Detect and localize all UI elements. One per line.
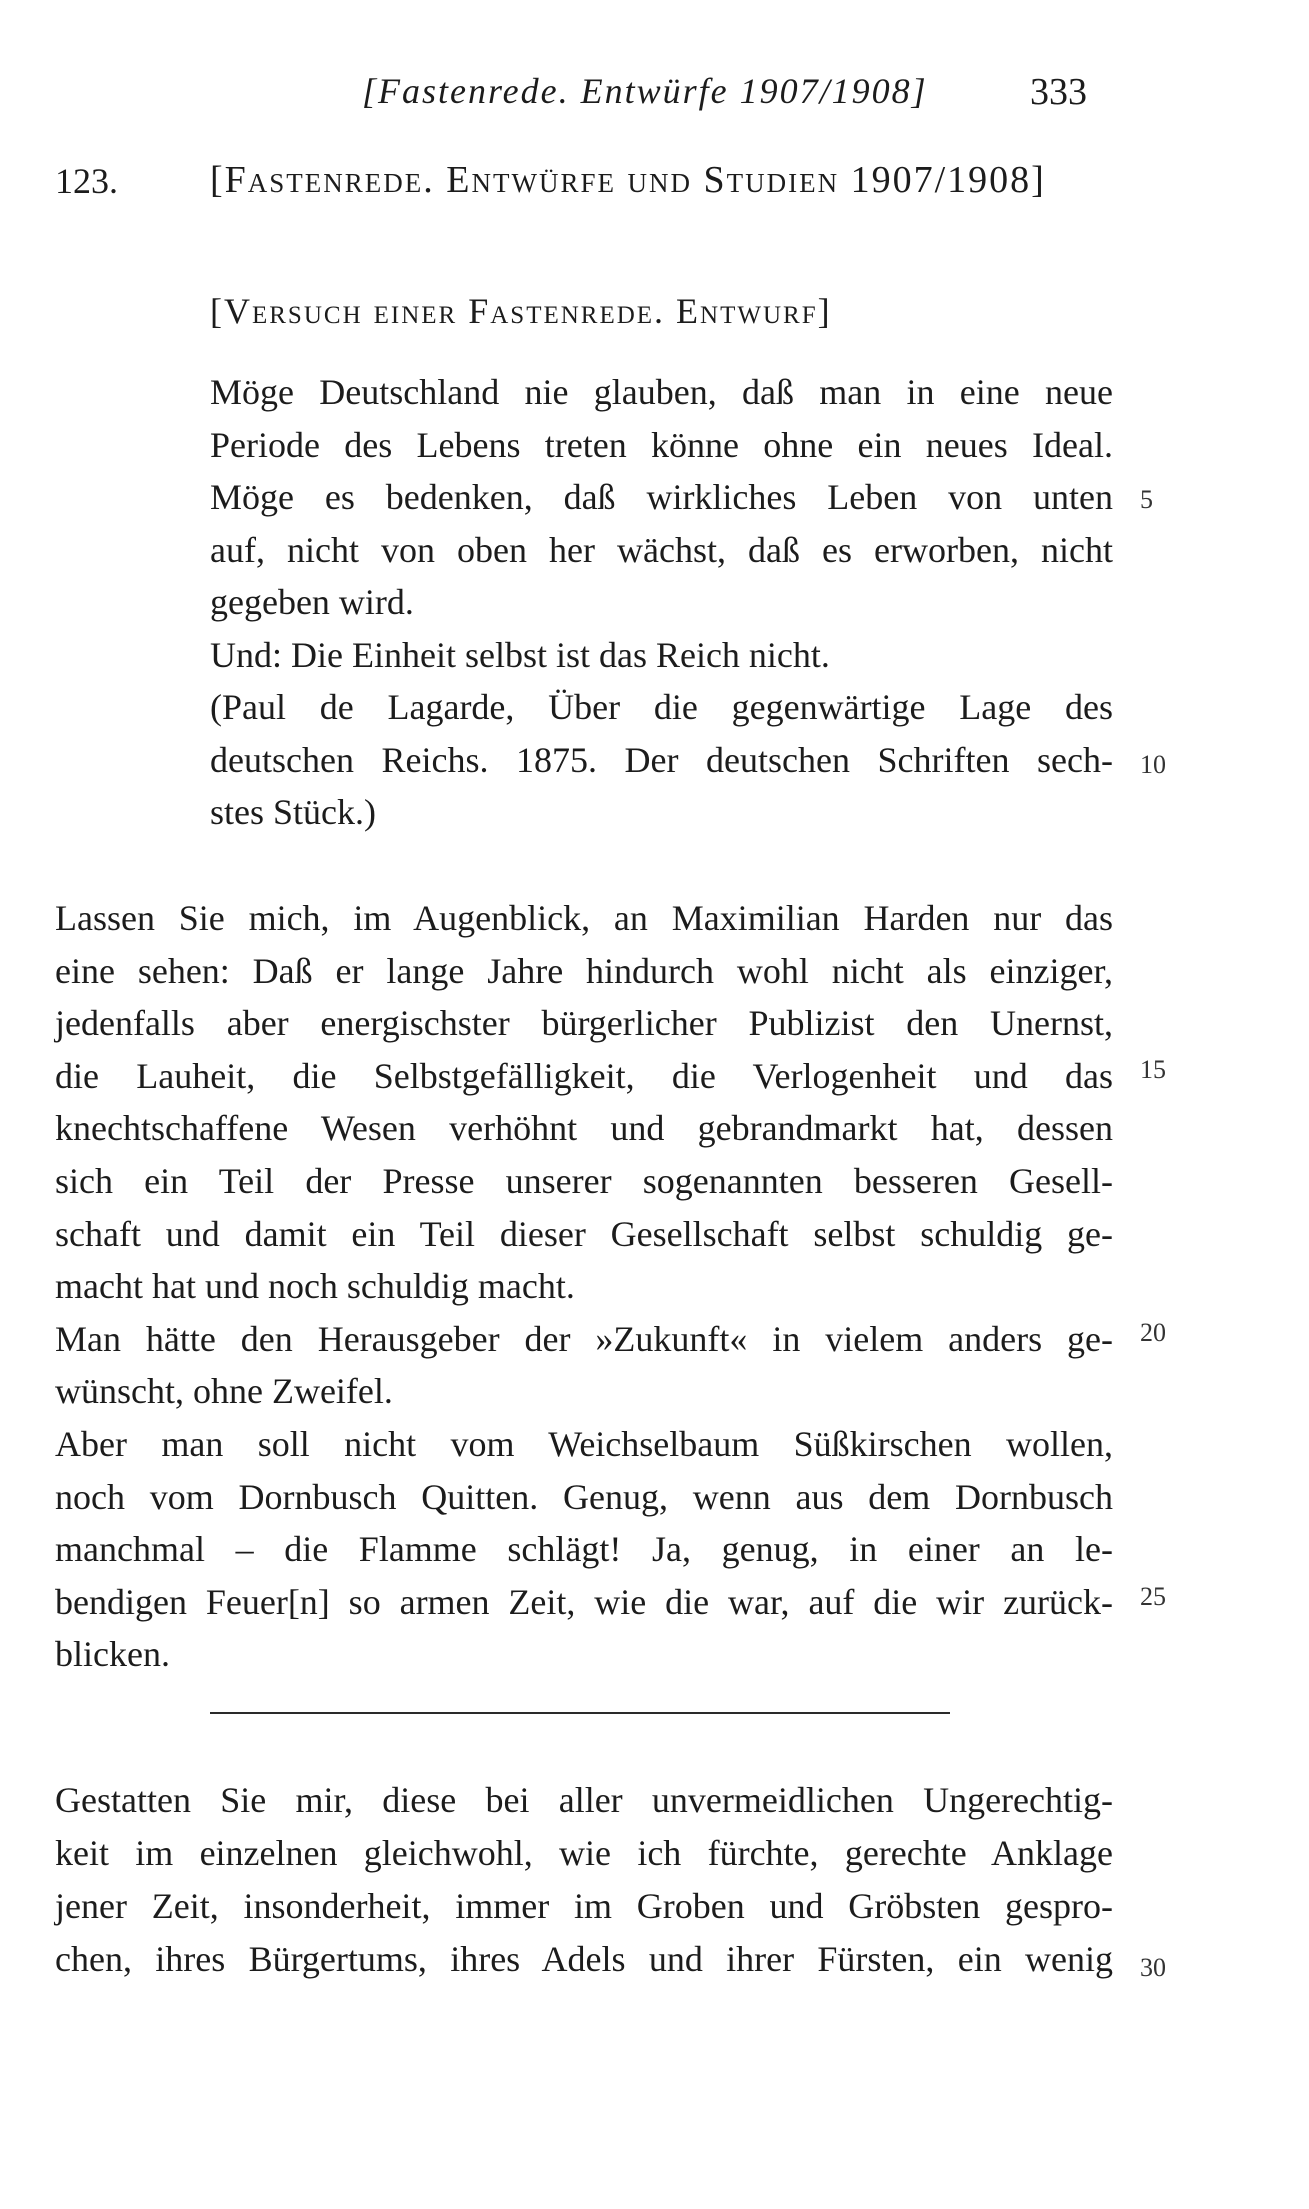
text-line: noch vom Dornbusch Quitten. Genug, wenn aus dem Dornbusch xyxy=(55,1476,1113,1517)
text-line: die Lauheit, die Selbstgefälligkeit, die Verlogenheit und das xyxy=(55,1055,1113,1096)
page-number: 333 xyxy=(1030,71,1087,113)
text-line: keit im einzelnen gleichwohl, wie ich fürchte, gerechte Anklage xyxy=(55,1833,1113,1873)
text-line: blicken. xyxy=(55,1634,170,1675)
text-line: Aber man soll nicht vom Weichselbaum Süßkirschen wollen, xyxy=(55,1423,1113,1464)
second-section-text xyxy=(55,1774,1113,1986)
epigraph xyxy=(210,366,1113,839)
entry-number: 123. xyxy=(55,161,118,201)
text-line: jedenfalls aber energischster bürgerlicher Publizist den Unernst, xyxy=(55,1003,1113,1044)
line-number: 25 xyxy=(1140,1582,1166,1611)
section-divider xyxy=(210,1712,950,1714)
text-line: bendigen Feuer[n] so armen Zeit, wie die war, auf die wir zurück- xyxy=(55,1581,1113,1622)
text-line: wünscht, ohne Zweifel. xyxy=(55,1371,393,1412)
text-line: macht hat und noch schuldig macht. xyxy=(55,1266,575,1307)
line-number: 5 xyxy=(1140,485,1153,514)
epigraph-line: Möge Deutschland nie glauben, daß man in eine neue xyxy=(210,372,1113,412)
line-number: 30 xyxy=(1140,1953,1166,1982)
epigraph-line: auf, nicht von oben her wächst, daß es erworben, nicht xyxy=(210,529,1113,570)
text-line: Man hätte den Herausgeber der »Zukunft« in vielem anders ge- xyxy=(55,1318,1113,1359)
entry-title: [Fastenrede. Entwürfe und Studien 1907/1908] xyxy=(210,159,1046,201)
epigraph-line: Möge es bedenken, daß wirkliches Leben von unten xyxy=(210,477,1113,517)
text-line: knechtschaffene Wesen verhöhnt und gebrandmarkt hat, dessen xyxy=(55,1108,1113,1149)
text-line: manchmal – die Flamme schlägt! Ja, genug, in einer an le- xyxy=(55,1529,1113,1570)
text-line: sich ein Teil der Presse unserer sogenannten besseren Gesell- xyxy=(55,1160,1113,1201)
text-line: jener Zeit, insonderheit, immer im Groben und Gröbsten gespro- xyxy=(55,1886,1113,1926)
text-line: chen, ihres Bürgertums, ihres Adels und ihrer Fürsten, ein wenig xyxy=(55,1939,1113,1979)
epigraph-line: stes Stück.) xyxy=(210,792,376,832)
line-number: 15 xyxy=(1140,1055,1166,1084)
epigraph-line: deutschen Reichs. 1875. Der deutschen Schriften sech- xyxy=(210,739,1113,780)
main-text xyxy=(55,892,1113,1681)
section-heading: [Versuch einer Fastenrede. Entwurf] xyxy=(210,291,832,331)
line-number: 20 xyxy=(1140,1318,1166,1347)
text-line: eine sehen: Daß er lange Jahre hindurch wohl nicht als einziger, xyxy=(55,950,1113,991)
text-line: Gestatten Sie mir, diese bei aller unvermeidlichen Ungerechtig- xyxy=(55,1780,1113,1820)
text-line: Lassen Sie mich, im Augenblick, an Maximilian Harden nur das xyxy=(55,898,1113,938)
text-line: schaft und damit ein Teil dieser Gesellschaft selbst schuldig ge- xyxy=(55,1213,1113,1254)
line-number: 10 xyxy=(1140,750,1166,779)
running-head: [Fastenrede. Entwürfe 1907/1908] xyxy=(362,71,928,111)
epigraph-line: Und: Die Einheit selbst ist das Reich nicht. xyxy=(210,634,830,675)
epigraph-line: gegeben wird. xyxy=(210,582,414,622)
epigraph-line: (Paul de Lagarde, Über die gegenwärtige Lage des xyxy=(210,687,1113,727)
epigraph-line: Periode des Lebens treten könne ohne ein neues Ideal. xyxy=(210,424,1113,465)
